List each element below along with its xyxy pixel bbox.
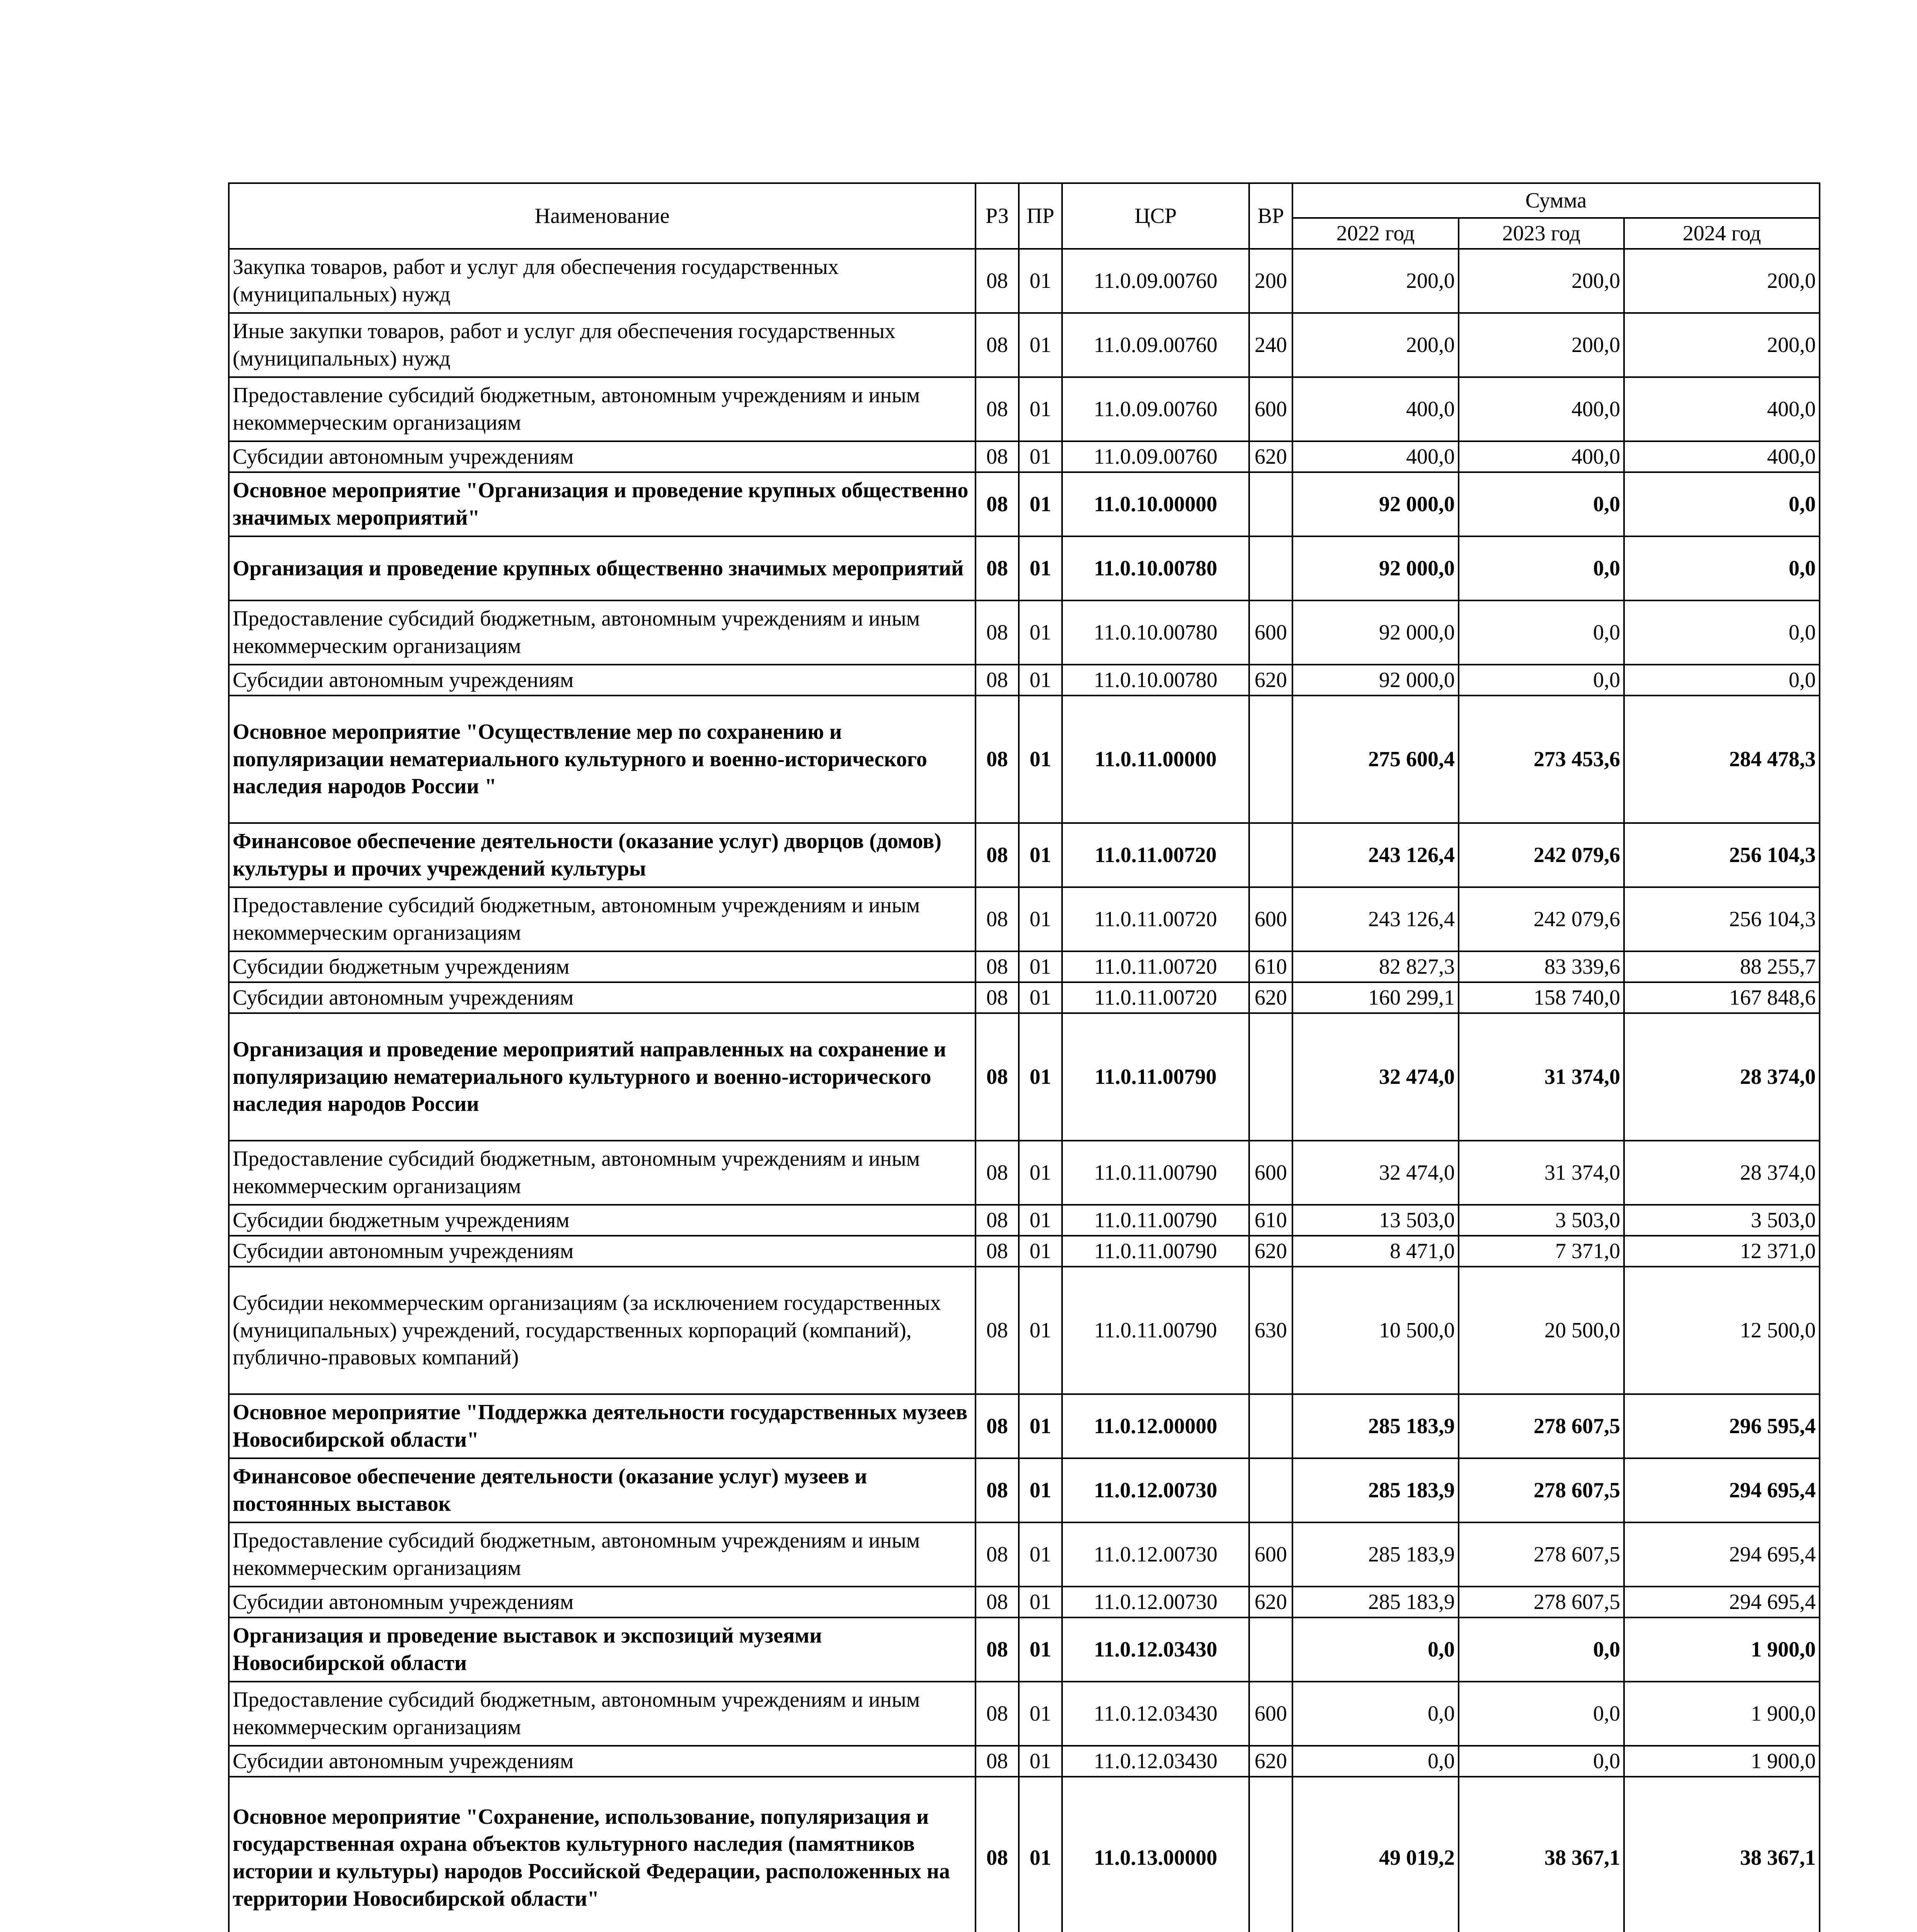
cell-2022: 10 500,0	[1292, 1267, 1459, 1394]
cell-name: Субсидии автономным учреждениям	[229, 1587, 976, 1617]
cell-2024: 256 104,3	[1624, 823, 1820, 887]
cell-rz: 08	[976, 951, 1019, 982]
cell-vr: 200	[1249, 249, 1292, 313]
cell-2022: 32 474,0	[1292, 1141, 1459, 1205]
cell-2022: 400,0	[1292, 377, 1459, 441]
table-row	[229, 1458, 1820, 1522]
cell-2024: 200,0	[1624, 313, 1820, 377]
table-row	[229, 823, 1820, 887]
cell-csr: 11.0.13.00000	[1062, 1777, 1249, 1932]
cell-rz: 08	[976, 249, 1019, 313]
cell-2024: 38 367,1	[1624, 1777, 1820, 1932]
cell-name: Предоставление субсидий бюджетным, автономным учреждениям и иным некоммерческим организациям	[229, 377, 976, 441]
cell-2023: 0,0	[1459, 665, 1624, 696]
cell-2024: 256 104,3	[1624, 887, 1820, 951]
cell-2024: 88 255,7	[1624, 951, 1820, 982]
cell-2023: 400,0	[1459, 377, 1624, 441]
cell-csr: 11.0.11.00720	[1062, 823, 1249, 887]
cell-vr	[1249, 1458, 1292, 1522]
cell-2022: 285 183,9	[1292, 1458, 1459, 1522]
cell-pr: 01	[1019, 600, 1062, 665]
cell-name: Предоставление субсидий бюджетным, автономным учреждениям и иным некоммерческим организациям	[229, 1682, 976, 1746]
cell-2022: 0,0	[1292, 1746, 1459, 1777]
cell-pr: 01	[1019, 1587, 1062, 1617]
cell-2024: 1 900,0	[1624, 1746, 1820, 1777]
cell-2023: 38 367,1	[1459, 1777, 1624, 1932]
cell-rz: 08	[976, 665, 1019, 696]
table-row	[229, 1682, 1820, 1746]
cell-rz: 08	[976, 1587, 1019, 1617]
cell-csr: 11.0.11.00790	[1062, 1205, 1249, 1236]
cell-2023: 7 371,0	[1459, 1236, 1624, 1267]
cell-rz: 08	[976, 1617, 1019, 1682]
cell-name: Субсидии автономным учреждениям	[229, 665, 976, 696]
cell-rz: 08	[976, 1746, 1019, 1777]
cell-name: Организация и проведение выставок и экспозиций музеями Новосибирской области	[229, 1617, 976, 1682]
cell-vr: 620	[1249, 1587, 1292, 1617]
cell-rz: 08	[976, 1013, 1019, 1141]
header-year-2022: 2022 год	[1292, 218, 1459, 249]
cell-rz: 08	[976, 441, 1019, 472]
cell-pr: 01	[1019, 377, 1062, 441]
cell-2022: 275 600,4	[1292, 696, 1459, 823]
cell-2023: 31 374,0	[1459, 1013, 1624, 1141]
cell-vr: 240	[1249, 313, 1292, 377]
cell-2022: 285 183,9	[1292, 1394, 1459, 1458]
cell-vr: 600	[1249, 600, 1292, 665]
cell-2023: 31 374,0	[1459, 1141, 1624, 1205]
table-row	[229, 472, 1820, 536]
cell-pr: 01	[1019, 951, 1062, 982]
cell-name: Субсидии некоммерческим организациям (за исключением государственных (муниципальных) учреждений, государственных корпораций (компаний), публично-правовых компаний)	[229, 1267, 976, 1394]
cell-pr: 01	[1019, 696, 1062, 823]
table-row	[229, 1522, 1820, 1587]
header-vr: ВР	[1249, 183, 1292, 249]
cell-pr: 01	[1019, 665, 1062, 696]
cell-2023: 242 079,6	[1459, 823, 1624, 887]
cell-name: Основное мероприятие "Осуществление мер по сохранению и популяризации нематериального культурного и военно-исторического наследия народов России "	[229, 696, 976, 823]
cell-name: Организация и проведение крупных общественно значимых мероприятий	[229, 536, 976, 600]
cell-csr: 11.0.09.00760	[1062, 441, 1249, 472]
cell-name: Предоставление субсидий бюджетным, автономным учреждениям и иным некоммерческим организациям	[229, 1141, 976, 1205]
cell-2023: 400,0	[1459, 441, 1624, 472]
cell-2023: 200,0	[1459, 249, 1624, 313]
cell-csr: 11.0.12.00730	[1062, 1522, 1249, 1587]
cell-pr: 01	[1019, 1013, 1062, 1141]
cell-csr: 11.0.11.00790	[1062, 1141, 1249, 1205]
cell-pr: 01	[1019, 887, 1062, 951]
cell-2023: 0,0	[1459, 472, 1624, 536]
cell-vr: 620	[1249, 982, 1292, 1013]
table-header	[229, 183, 1820, 249]
cell-vr	[1249, 1394, 1292, 1458]
cell-vr	[1249, 1777, 1292, 1932]
cell-pr: 01	[1019, 441, 1062, 472]
cell-csr: 11.0.12.03430	[1062, 1617, 1249, 1682]
cell-csr: 11.0.12.00730	[1062, 1587, 1249, 1617]
cell-vr: 600	[1249, 1522, 1292, 1587]
cell-2024: 294 695,4	[1624, 1458, 1820, 1522]
cell-2024: 12 371,0	[1624, 1236, 1820, 1267]
table-row	[229, 600, 1820, 665]
cell-2022: 160 299,1	[1292, 982, 1459, 1013]
table-row	[229, 313, 1820, 377]
cell-2022: 92 000,0	[1292, 665, 1459, 696]
table-row	[229, 887, 1820, 951]
header-sum: Сумма	[1292, 183, 1820, 218]
cell-name: Субсидии бюджетным учреждениям	[229, 1205, 976, 1236]
cell-vr	[1249, 696, 1292, 823]
cell-pr: 01	[1019, 249, 1062, 313]
header-rz: РЗ	[976, 183, 1019, 249]
cell-2024: 0,0	[1624, 665, 1820, 696]
cell-name: Субсидии бюджетным учреждениям	[229, 951, 976, 982]
cell-2022: 285 183,9	[1292, 1587, 1459, 1617]
cell-csr: 11.0.09.00760	[1062, 377, 1249, 441]
cell-pr: 01	[1019, 1267, 1062, 1394]
cell-2023: 278 607,5	[1459, 1394, 1624, 1458]
header-csr: ЦСР	[1062, 183, 1249, 249]
table-row	[229, 1141, 1820, 1205]
cell-csr: 11.0.11.00790	[1062, 1013, 1249, 1141]
cell-2022: 243 126,4	[1292, 823, 1459, 887]
cell-2023: 278 607,5	[1459, 1458, 1624, 1522]
cell-rz: 08	[976, 1141, 1019, 1205]
cell-vr: 600	[1249, 887, 1292, 951]
table-row	[229, 441, 1820, 472]
cell-vr	[1249, 536, 1292, 600]
cell-vr: 610	[1249, 1205, 1292, 1236]
cell-rz: 08	[976, 1522, 1019, 1587]
cell-2023: 0,0	[1459, 600, 1624, 665]
table-row	[229, 249, 1820, 313]
cell-rz: 08	[976, 536, 1019, 600]
cell-2023: 0,0	[1459, 1617, 1624, 1682]
cell-2022: 82 827,3	[1292, 951, 1459, 982]
table-row	[229, 377, 1820, 441]
cell-2022: 32 474,0	[1292, 1013, 1459, 1141]
cell-2022: 92 000,0	[1292, 536, 1459, 600]
cell-pr: 01	[1019, 1458, 1062, 1522]
cell-2024: 200,0	[1624, 249, 1820, 313]
table-row	[229, 1617, 1820, 1682]
cell-vr: 600	[1249, 1682, 1292, 1746]
cell-vr: 600	[1249, 377, 1292, 441]
cell-csr: 11.0.12.00730	[1062, 1458, 1249, 1522]
cell-vr: 610	[1249, 951, 1292, 982]
header-name: Наименование	[229, 183, 976, 249]
cell-2024: 0,0	[1624, 600, 1820, 665]
cell-vr: 620	[1249, 1746, 1292, 1777]
cell-vr	[1249, 472, 1292, 536]
cell-2023: 273 453,6	[1459, 696, 1624, 823]
cell-pr: 01	[1019, 536, 1062, 600]
cell-rz: 08	[976, 1777, 1019, 1932]
cell-vr	[1249, 1013, 1292, 1141]
cell-csr: 11.0.10.00780	[1062, 536, 1249, 600]
cell-2022: 0,0	[1292, 1682, 1459, 1746]
cell-2024: 1 900,0	[1624, 1682, 1820, 1746]
cell-2023: 278 607,5	[1459, 1522, 1624, 1587]
cell-2022: 8 471,0	[1292, 1236, 1459, 1267]
cell-rz: 08	[976, 1267, 1019, 1394]
cell-csr: 11.0.11.00000	[1062, 696, 1249, 823]
cell-vr: 600	[1249, 1141, 1292, 1205]
table-row	[229, 1777, 1820, 1932]
table-body	[229, 249, 1820, 1932]
cell-2023: 158 740,0	[1459, 982, 1624, 1013]
cell-2022: 243 126,4	[1292, 887, 1459, 951]
table-row	[229, 1236, 1820, 1267]
cell-name: Субсидии автономным учреждениям	[229, 982, 976, 1013]
cell-pr: 01	[1019, 1141, 1062, 1205]
cell-2023: 0,0	[1459, 1746, 1624, 1777]
cell-csr: 11.0.12.00000	[1062, 1394, 1249, 1458]
cell-pr: 01	[1019, 1394, 1062, 1458]
header-year-2024: 2024 год	[1624, 218, 1820, 249]
cell-2024: 284 478,3	[1624, 696, 1820, 823]
cell-rz: 08	[976, 1394, 1019, 1458]
cell-2022: 49 019,2	[1292, 1777, 1459, 1932]
cell-csr: 11.0.12.03430	[1062, 1746, 1249, 1777]
cell-2022: 92 000,0	[1292, 472, 1459, 536]
cell-csr: 11.0.09.00760	[1062, 313, 1249, 377]
cell-csr: 11.0.10.00780	[1062, 600, 1249, 665]
cell-2024: 400,0	[1624, 377, 1820, 441]
table-row	[229, 665, 1820, 696]
cell-pr: 01	[1019, 823, 1062, 887]
cell-name: Организация и проведение мероприятий направленных на сохранение и популяризацию нематериального культурного и военно-исторического наследия народов России	[229, 1013, 976, 1141]
cell-2023: 200,0	[1459, 313, 1624, 377]
cell-rz: 08	[976, 600, 1019, 665]
cell-vr: 620	[1249, 1236, 1292, 1267]
cell-2024: 167 848,6	[1624, 982, 1820, 1013]
cell-pr: 01	[1019, 1205, 1062, 1236]
cell-rz: 08	[976, 313, 1019, 377]
cell-2024: 296 595,4	[1624, 1394, 1820, 1458]
cell-vr	[1249, 1617, 1292, 1682]
cell-csr: 11.0.10.00780	[1062, 665, 1249, 696]
cell-name: Предоставление субсидий бюджетным, автономным учреждениям и иным некоммерческим организациям	[229, 600, 976, 665]
cell-rz: 08	[976, 982, 1019, 1013]
cell-2023: 0,0	[1459, 1682, 1624, 1746]
cell-pr: 01	[1019, 1682, 1062, 1746]
cell-2022: 92 000,0	[1292, 600, 1459, 665]
cell-2023: 278 607,5	[1459, 1587, 1624, 1617]
cell-rz: 08	[976, 472, 1019, 536]
cell-csr: 11.0.09.00760	[1062, 249, 1249, 313]
cell-rz: 08	[976, 1236, 1019, 1267]
cell-name: Основное мероприятие "Организация и проведение крупных общественно значимых мероприятий"	[229, 472, 976, 536]
cell-csr: 11.0.11.00720	[1062, 982, 1249, 1013]
cell-vr: 620	[1249, 441, 1292, 472]
table-row	[229, 696, 1820, 823]
header-year-2023: 2023 год	[1459, 218, 1624, 249]
cell-2024: 1 900,0	[1624, 1617, 1820, 1682]
cell-rz: 08	[976, 696, 1019, 823]
cell-rz: 08	[976, 887, 1019, 951]
cell-csr: 11.0.11.00720	[1062, 951, 1249, 982]
cell-pr: 01	[1019, 1617, 1062, 1682]
cell-vr: 620	[1249, 665, 1292, 696]
cell-2024: 12 500,0	[1624, 1267, 1820, 1394]
table-row	[229, 982, 1820, 1013]
table-row	[229, 1394, 1820, 1458]
cell-2022: 285 183,9	[1292, 1522, 1459, 1587]
cell-2023: 83 339,6	[1459, 951, 1624, 982]
budget-table	[228, 182, 1820, 1932]
cell-2024: 28 374,0	[1624, 1013, 1820, 1141]
cell-name: Основное мероприятие "Поддержка деятельности государственных музеев Новосибирской области"	[229, 1394, 976, 1458]
cell-vr	[1249, 823, 1292, 887]
cell-2024: 400,0	[1624, 441, 1820, 472]
cell-2024: 0,0	[1624, 536, 1820, 600]
cell-rz: 08	[976, 1682, 1019, 1746]
table-row	[229, 1013, 1820, 1141]
cell-pr: 01	[1019, 1236, 1062, 1267]
cell-name: Закупка товаров, работ и услуг для обеспечения государственных (муниципальных) нужд	[229, 249, 976, 313]
cell-2023: 20 500,0	[1459, 1267, 1624, 1394]
cell-2024: 3 503,0	[1624, 1205, 1820, 1236]
cell-2024: 294 695,4	[1624, 1587, 1820, 1617]
table-row	[229, 1587, 1820, 1617]
cell-2023: 242 079,6	[1459, 887, 1624, 951]
cell-csr: 11.0.11.00790	[1062, 1267, 1249, 1394]
cell-pr: 01	[1019, 313, 1062, 377]
cell-2024: 0,0	[1624, 472, 1820, 536]
cell-name: Субсидии автономным учреждениям	[229, 1746, 976, 1777]
cell-2022: 200,0	[1292, 249, 1459, 313]
cell-2024: 28 374,0	[1624, 1141, 1820, 1205]
cell-rz: 08	[976, 1205, 1019, 1236]
cell-2022: 200,0	[1292, 313, 1459, 377]
cell-csr: 11.0.12.03430	[1062, 1682, 1249, 1746]
cell-name: Предоставление субсидий бюджетным, автономным учреждениям и иным некоммерческим организациям	[229, 887, 976, 951]
cell-name: Субсидии автономным учреждениям	[229, 441, 976, 472]
cell-2023: 0,0	[1459, 536, 1624, 600]
cell-name: Предоставление субсидий бюджетным, автономным учреждениям и иным некоммерческим организациям	[229, 1522, 976, 1587]
cell-2024: 294 695,4	[1624, 1522, 1820, 1587]
cell-csr: 11.0.10.00000	[1062, 472, 1249, 536]
table-row	[229, 1746, 1820, 1777]
cell-csr: 11.0.11.00790	[1062, 1236, 1249, 1267]
cell-name: Финансовое обеспечение деятельности (оказание услуг) музеев и постоянных выставок	[229, 1458, 976, 1522]
cell-name: Иные закупки товаров, работ и услуг для обеспечения государственных (муниципальных) нужд	[229, 313, 976, 377]
cell-rz: 08	[976, 1458, 1019, 1522]
table-row	[229, 1267, 1820, 1394]
cell-2023: 3 503,0	[1459, 1205, 1624, 1236]
cell-pr: 01	[1019, 1746, 1062, 1777]
cell-name: Финансовое обеспечение деятельности (оказание услуг) дворцов (домов) культуры и прочих учреждений культуры	[229, 823, 976, 887]
cell-rz: 08	[976, 377, 1019, 441]
cell-vr: 630	[1249, 1267, 1292, 1394]
table-row	[229, 536, 1820, 600]
cell-csr: 11.0.11.00720	[1062, 887, 1249, 951]
cell-2022: 0,0	[1292, 1617, 1459, 1682]
cell-2022: 13 503,0	[1292, 1205, 1459, 1236]
cell-name: Основное мероприятие "Сохранение, использование, популяризация и государственная охрана объектов культурного наследия (памятников истории и культуры) народов Российской Федерации, расположенных на территории Новосибирской области"	[229, 1777, 976, 1932]
table-row	[229, 1205, 1820, 1236]
cell-pr: 01	[1019, 982, 1062, 1013]
cell-rz: 08	[976, 823, 1019, 887]
cell-pr: 01	[1019, 1777, 1062, 1932]
cell-2022: 400,0	[1292, 441, 1459, 472]
cell-pr: 01	[1019, 1522, 1062, 1587]
cell-name: Субсидии автономным учреждениям	[229, 1236, 976, 1267]
table-row	[229, 951, 1820, 982]
header-pr: ПР	[1019, 183, 1062, 249]
cell-pr: 01	[1019, 472, 1062, 536]
